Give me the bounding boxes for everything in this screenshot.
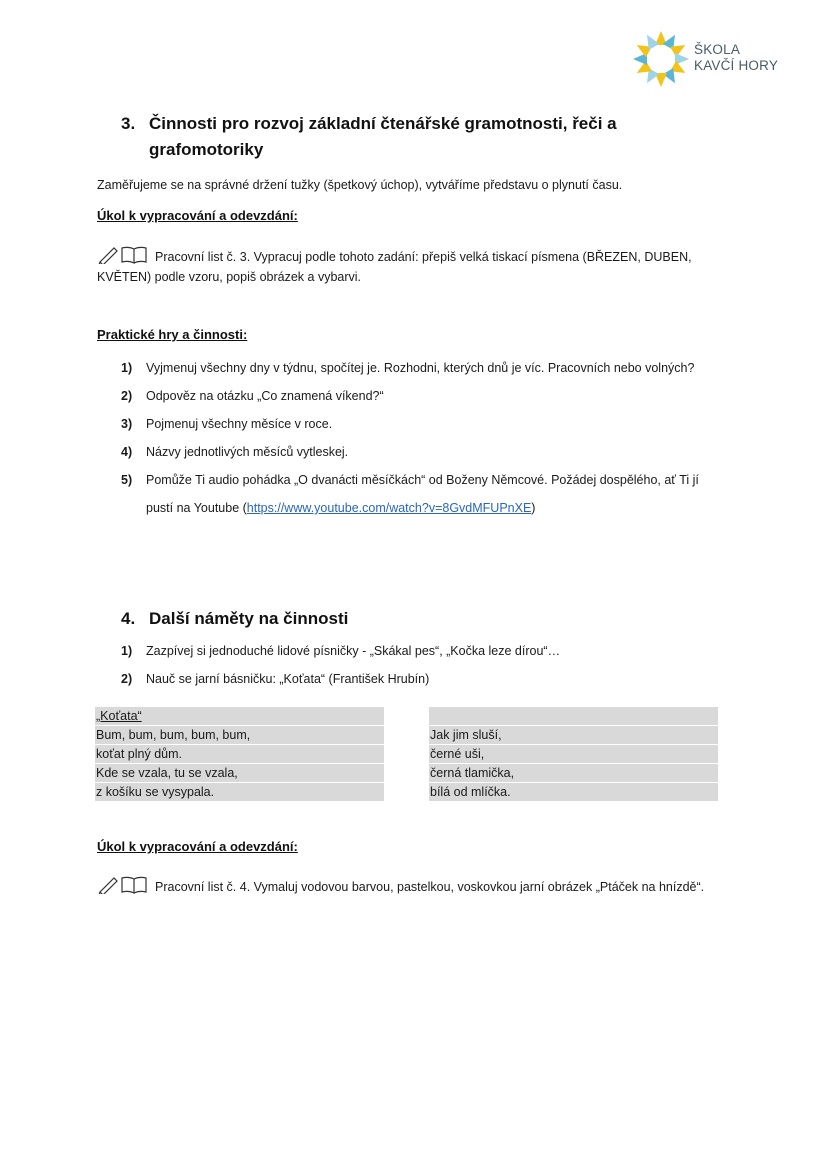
poem-line: koťat plný dům. — [95, 745, 384, 763]
task-icons — [97, 246, 147, 264]
pencil-icon — [97, 246, 119, 264]
section4-task — [97, 876, 717, 897]
list-item: 1) Zazpívej si jednoduché lidové písničky - „Skákal pes“, „Kočka leze dírou“… — [121, 644, 561, 658]
section3-task-text: Pracovní list č. 3. Vypracuj podle tohoto zadání: přepiš velká tiskací písmena (BŘEZEN, DUBEN, KVĚTEN) podle vzoru, popiš obrázek a vybarvi. — [97, 250, 692, 284]
poem-line: Bum, bum, bum, bum, bum, — [95, 726, 384, 744]
list-item: 3) Pojmenuj všechny měsíce v roce. — [121, 417, 333, 431]
poem-line: Jak jim sluší, — [429, 726, 718, 744]
section3-number: 3. — [121, 114, 136, 133]
poem-title: „Koťata“ — [95, 707, 384, 725]
logo-line2: KAVČÍ HORY — [694, 58, 779, 73]
task-icons — [97, 876, 147, 894]
games-list — [121, 354, 721, 522]
poem-line: Kde se vzala, tu se vzala, — [95, 764, 384, 782]
section3-intro: Zaměřujeme se na správné držení tužky (špetkový úchop), vytváříme představu o plynutí času. — [97, 178, 623, 192]
list-item: 4) Názvy jednotlivých měsíců vytleskej. — [121, 445, 349, 459]
logo-line1: ŠKOLA — [694, 42, 741, 57]
school-logo — [630, 28, 790, 92]
section4-list — [121, 637, 721, 693]
poem-left-column — [95, 707, 384, 802]
poem-right-column — [429, 707, 718, 802]
youtube-link[interactable]: https://www.youtube.com/watch?v=8GvdMFUPnXE — [246, 501, 532, 515]
list-item: 2) Nauč se jarní básničku: „Koťata“ (František Hrubín) — [121, 672, 430, 686]
section4-number: 4. — [121, 609, 136, 628]
section3-heading — [121, 111, 617, 137]
section3-title-line2: grafomotoriky — [149, 140, 264, 159]
logo-text — [694, 42, 778, 74]
book-icon — [121, 246, 147, 264]
list-item: 5) Pomůže Ti audio pohádka „O dvanácti měsíčkách“ od Boženy Němcové. Požádej dospělého, ať Ti jí pustí na Youtube (https://www.youtube.com/watch?v=8GvdMFUPnXE) — [121, 473, 699, 515]
games-heading: Praktické hry a činnosti: — [97, 327, 248, 342]
section4-title: Další náměty na činnosti — [149, 609, 349, 628]
poem-line: z košíku se vysypala. — [95, 783, 384, 801]
poem-line — [429, 707, 718, 725]
section3-title-line1: Činnosti pro rozvoj základní čtenářské gramotnosti, řeči a — [149, 114, 617, 133]
poem-line: bílá od mlíčka. — [429, 783, 718, 801]
section4-task-heading: Úkol k vypracování a odevzdání: — [97, 839, 298, 854]
list-item: 1) Vyjmenuj všechny dny v týdnu, spočítej je. Rozhodni, kterých dnů je víc. Pracovních nebo volných? — [121, 361, 695, 375]
pencil-icon — [97, 876, 119, 894]
section3-task — [97, 246, 717, 287]
section4-task-text: Pracovní list č. 4. Vymaluj vodovou barvou, pastelkou, voskovkou jarní obrázek „Ptáček na hnízdě“. — [155, 880, 705, 894]
list-item: 2) Odpověz na otázku „Co znamená víkend?“ — [121, 389, 384, 403]
section4-heading — [121, 606, 348, 632]
poem-line: černé uši, — [429, 745, 718, 763]
sun-logo-icon — [630, 28, 692, 90]
section3-task-heading: Úkol k vypracování a odevzdání: — [97, 208, 298, 223]
book-icon — [121, 876, 147, 894]
poem-line: černá tlamička, — [429, 764, 718, 782]
